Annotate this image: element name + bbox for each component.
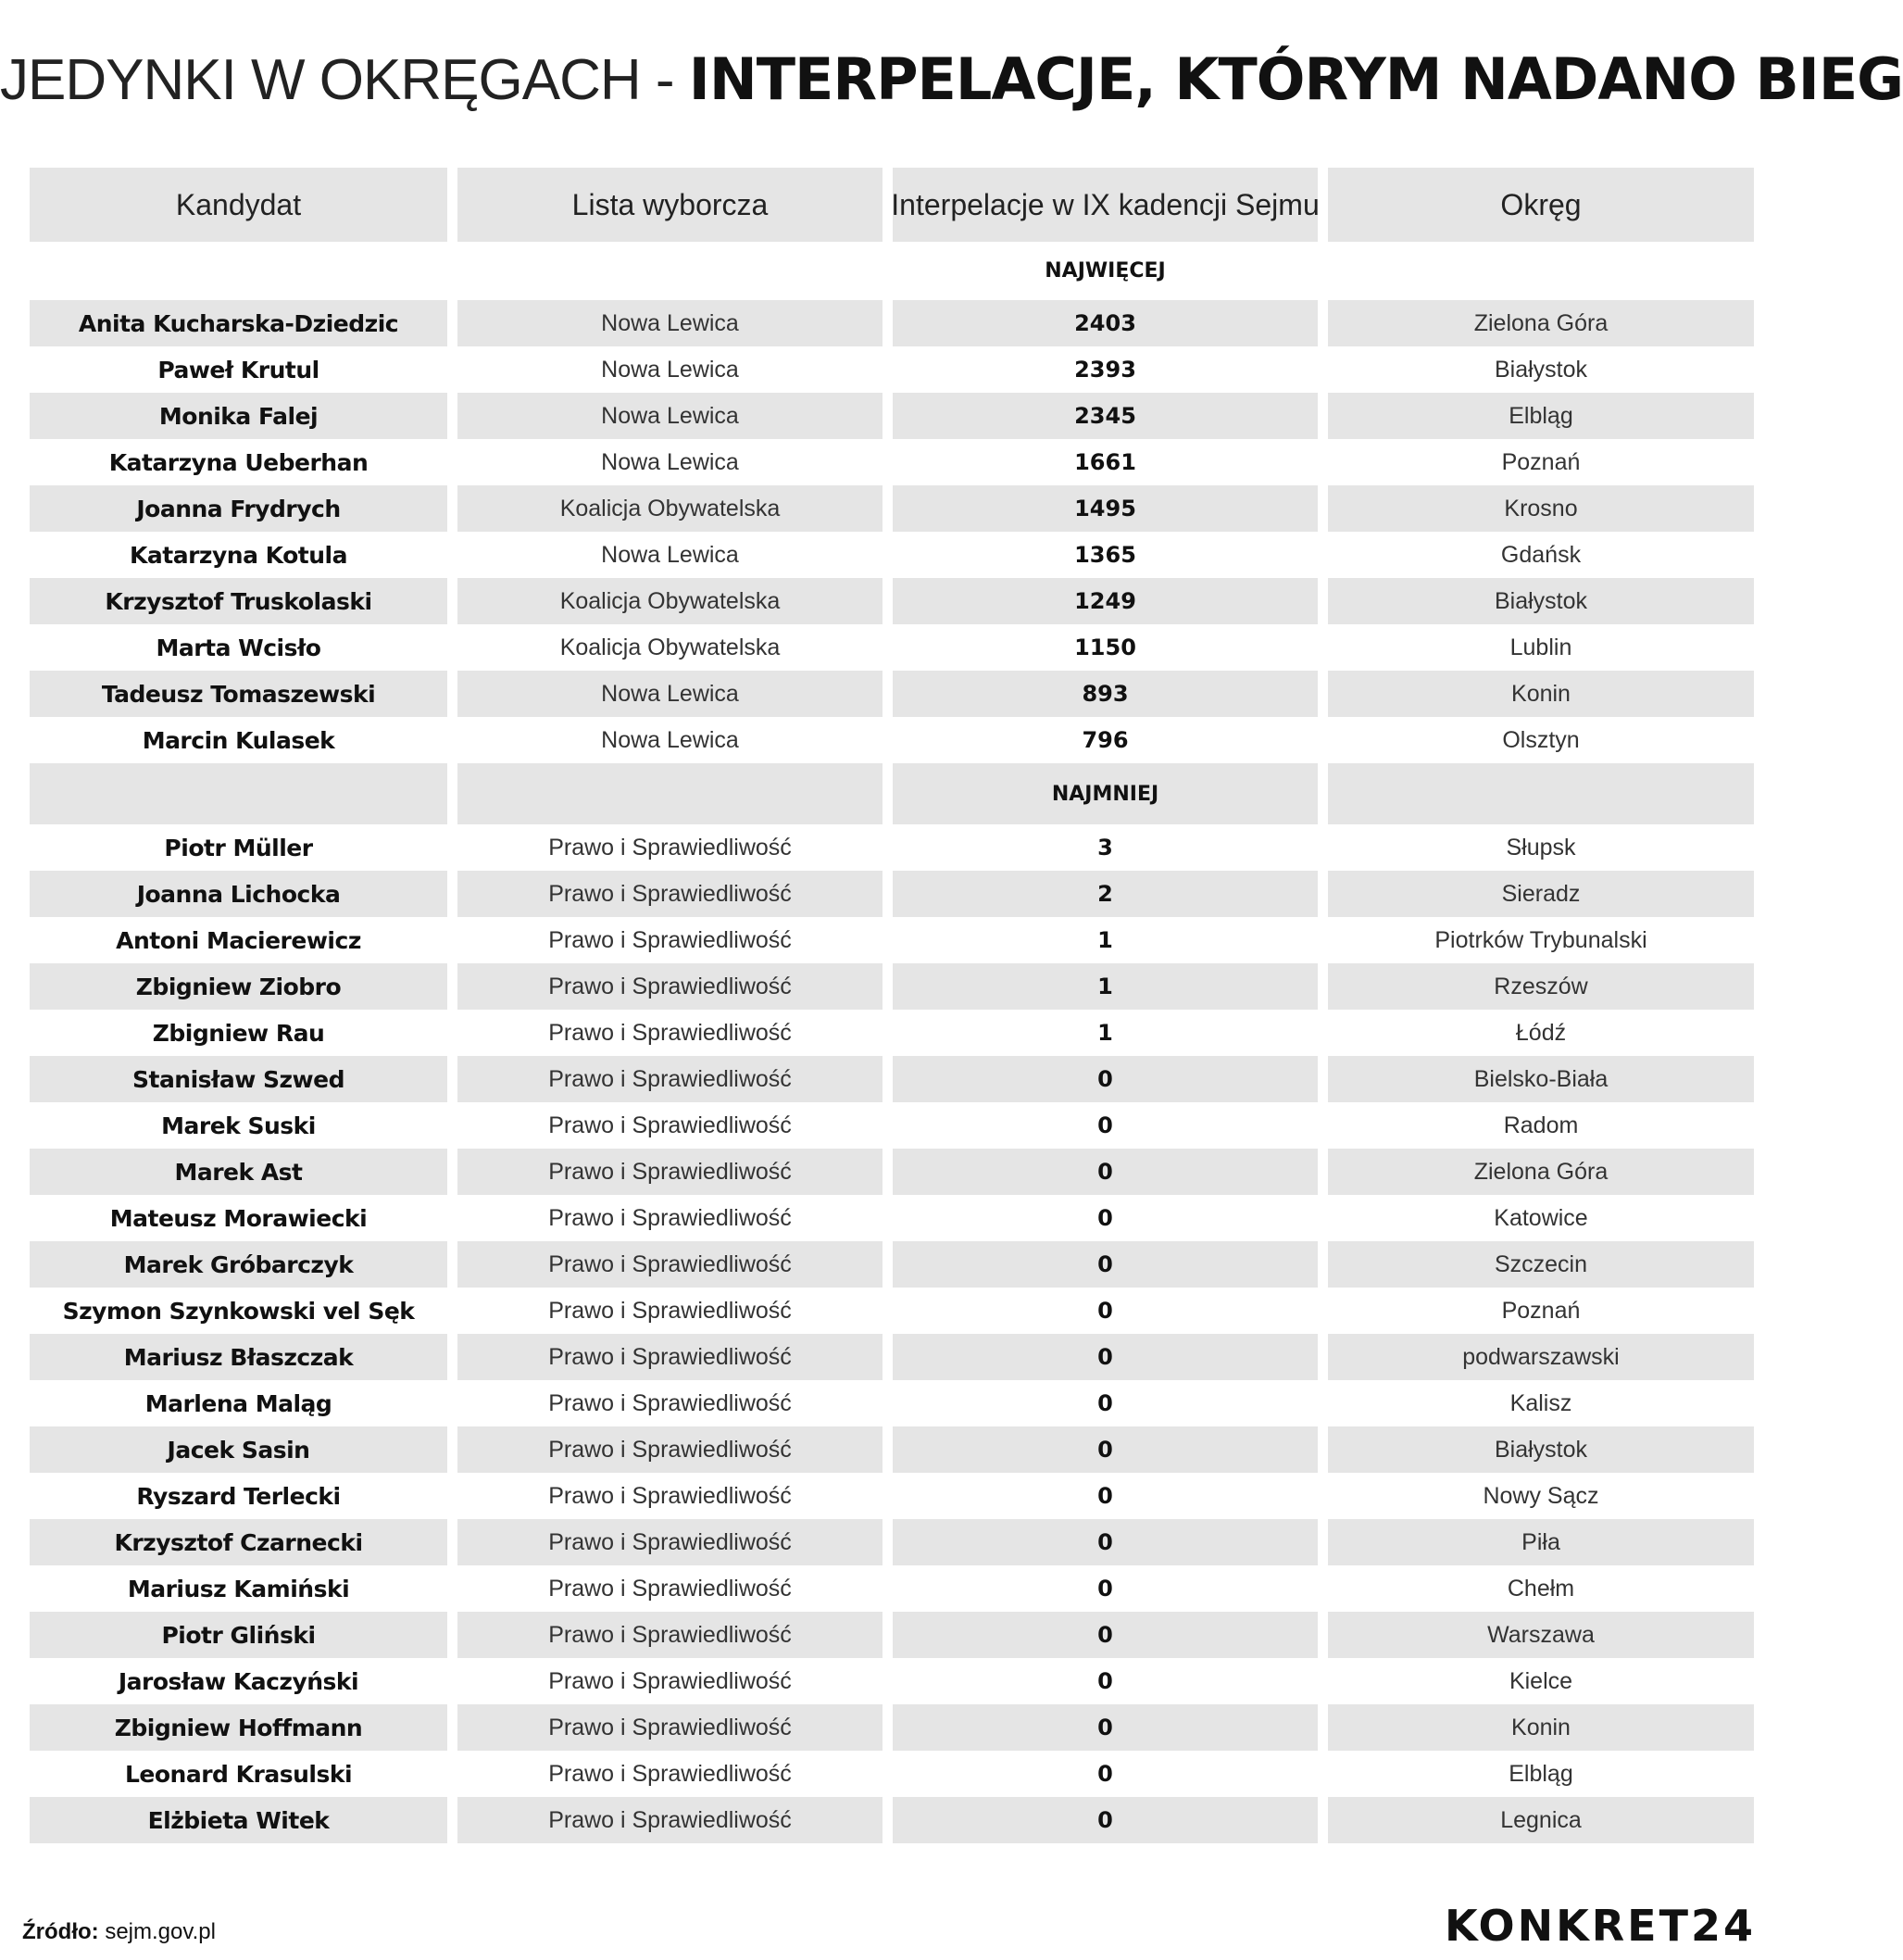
candidate-name: Katarzyna Kotula xyxy=(130,541,347,569)
section-row-najwiecej xyxy=(30,242,1754,300)
district: podwarszawski xyxy=(1328,1334,1754,1380)
table-header-row xyxy=(30,168,1754,242)
table-row xyxy=(30,671,1754,717)
district: Elbląg xyxy=(1328,393,1754,439)
table-row xyxy=(30,1751,1754,1797)
interpellation-count: 0 xyxy=(1097,1390,1113,1416)
interpellation-count: 796 xyxy=(1082,727,1129,753)
interpellation-count: 1150 xyxy=(1074,634,1136,660)
table-row xyxy=(30,624,1754,671)
candidate-name: Joanna Frydrych xyxy=(30,485,447,532)
candidate-name: Szymon Szynkowski vel Sęk xyxy=(62,1297,415,1325)
district: Piła xyxy=(1328,1519,1754,1565)
candidate-name: Monika Falej xyxy=(30,393,447,439)
electoral-list: Nowa Lewica xyxy=(601,726,739,753)
table-row xyxy=(30,1241,1754,1288)
electoral-list: Nowa Lewica xyxy=(601,541,739,568)
section-label-najwiecej: NAJWIĘCEJ xyxy=(1045,259,1166,283)
candidate-name: Ryszard Terlecki xyxy=(136,1482,341,1510)
candidate-name: Marcin Kulasek xyxy=(142,726,335,754)
interpellation-count: 0 xyxy=(893,1241,1318,1288)
interpellation-count: 0 xyxy=(893,1426,1318,1473)
interpellation-count: 0 xyxy=(893,1056,1318,1102)
interpellation-count: 3 xyxy=(1097,835,1113,861)
title-bold: INTERPELACJE, KTÓRYM NADANO BIEG xyxy=(688,45,1903,113)
electoral-list: Nowa Lewica xyxy=(601,356,739,383)
candidate-name: Stanisław Szwed xyxy=(30,1056,447,1102)
district: Kielce xyxy=(1509,1667,1573,1694)
interpellation-count: 2403 xyxy=(893,300,1318,346)
electoral-list: Prawo i Sprawiedliwość xyxy=(457,1056,883,1102)
table-row xyxy=(30,1797,1754,1843)
data-table xyxy=(30,168,1754,1843)
table-row xyxy=(30,917,1754,963)
candidate-name: Anita Kucharska-Dziedzic xyxy=(30,300,447,346)
column-header-kandydat: Kandydat xyxy=(30,168,447,242)
source-note xyxy=(22,1919,216,1945)
electoral-list: Prawo i Sprawiedliwość xyxy=(548,1760,792,1787)
table-row xyxy=(30,1102,1754,1149)
district: Poznań xyxy=(1501,1297,1581,1324)
district: Krosno xyxy=(1328,485,1754,532)
interpellation-count: 893 xyxy=(893,671,1318,717)
table-row xyxy=(30,1565,1754,1612)
district: Piotrków Trybunalski xyxy=(1434,926,1647,953)
table-row xyxy=(30,1473,1754,1519)
district: Zielona Góra xyxy=(1328,1149,1754,1195)
candidate-name: Paweł Krutul xyxy=(157,356,319,383)
section-row-najmniej xyxy=(30,763,1754,824)
candidate-name: Piotr Gliński xyxy=(30,1612,447,1658)
electoral-list: Prawo i Sprawiedliwość xyxy=(457,963,883,1010)
candidate-name: Marek Gróbarczyk xyxy=(30,1241,447,1288)
table-row xyxy=(30,1149,1754,1195)
candidate-name: Zbigniew Hoffmann xyxy=(30,1704,447,1751)
candidate-name: Mateusz Morawiecki xyxy=(109,1204,368,1232)
electoral-list: Prawo i Sprawiedliwość xyxy=(548,834,792,861)
interpellation-count: 0 xyxy=(893,1704,1318,1751)
interpellation-count: 1661 xyxy=(1074,449,1136,475)
district: Sieradz xyxy=(1328,871,1754,917)
electoral-list: Nowa Lewica xyxy=(457,300,883,346)
electoral-list: Nowa Lewica xyxy=(457,393,883,439)
interpellation-count: 0 xyxy=(1097,1112,1113,1138)
candidate-name: Marek Ast xyxy=(30,1149,447,1195)
electoral-list: Prawo i Sprawiedliwość xyxy=(457,1241,883,1288)
electoral-list: Prawo i Sprawiedliwość xyxy=(457,1334,883,1380)
electoral-list: Prawo i Sprawiedliwość xyxy=(548,1667,792,1694)
source-label: Źródło: xyxy=(22,1919,99,1944)
electoral-list: Prawo i Sprawiedliwość xyxy=(457,1797,883,1843)
source-value: sejm.gov.pl xyxy=(105,1919,216,1944)
table-row xyxy=(30,393,1754,439)
table-row xyxy=(30,485,1754,532)
interpellation-count: 1 xyxy=(893,963,1318,1010)
table-row xyxy=(30,1380,1754,1426)
electoral-list: Prawo i Sprawiedliwość xyxy=(548,926,792,953)
interpellation-count: 0 xyxy=(1097,1576,1113,1602)
interpellation-count: 2 xyxy=(893,871,1318,917)
electoral-list: Prawo i Sprawiedliwość xyxy=(457,1149,883,1195)
interpellation-count: 0 xyxy=(893,1612,1318,1658)
table-row xyxy=(30,346,1754,393)
electoral-list: Prawo i Sprawiedliwość xyxy=(548,1482,792,1509)
candidate-name: Jacek Sasin xyxy=(30,1426,447,1473)
candidate-name: Leonard Krasulski xyxy=(124,1760,353,1788)
district: Kalisz xyxy=(1509,1389,1572,1416)
district: Zielona Góra xyxy=(1328,300,1754,346)
interpellation-count: 1365 xyxy=(1074,542,1136,568)
najmniej-rows xyxy=(30,824,1754,1843)
interpellation-count: 2345 xyxy=(893,393,1318,439)
candidate-name: Katarzyna Ueberhan xyxy=(108,448,369,476)
table-row xyxy=(30,1612,1754,1658)
district: Białystok xyxy=(1328,578,1754,624)
table-row xyxy=(30,300,1754,346)
title-light: JEDYNKI W OKRĘGACH - xyxy=(0,48,689,112)
electoral-list: Prawo i Sprawiedliwość xyxy=(457,871,883,917)
interpellation-count: 0 xyxy=(893,1149,1318,1195)
page-title xyxy=(0,45,1903,114)
district: Bielsko-Biała xyxy=(1328,1056,1754,1102)
table-row xyxy=(30,824,1754,871)
district: Białystok xyxy=(1494,356,1588,383)
electoral-list: Prawo i Sprawiedliwość xyxy=(457,1612,883,1658)
table-row xyxy=(30,1010,1754,1056)
district: Rzeszów xyxy=(1328,963,1754,1010)
table-row xyxy=(30,871,1754,917)
candidate-name: Zbigniew Ziobro xyxy=(30,963,447,1010)
table-row xyxy=(30,578,1754,624)
table-row xyxy=(30,439,1754,485)
district: Legnica xyxy=(1328,1797,1754,1843)
district: Gdańsk xyxy=(1500,541,1582,568)
table-row xyxy=(30,1658,1754,1704)
column-header-lista: Lista wyborcza xyxy=(457,168,883,242)
candidate-name: Elżbieta Witek xyxy=(30,1797,447,1843)
column-header-okreg: Okręg xyxy=(1328,168,1754,242)
district: Lublin xyxy=(1509,634,1572,660)
table-row xyxy=(30,1334,1754,1380)
interpellation-count: 0 xyxy=(893,1797,1318,1843)
table-row xyxy=(30,717,1754,763)
district: Chełm xyxy=(1507,1575,1575,1602)
candidate-name: Marta Wcisło xyxy=(156,634,321,661)
electoral-list: Prawo i Sprawiedliwość xyxy=(457,1704,883,1751)
district: Poznań xyxy=(1501,448,1581,475)
district: Konin xyxy=(1328,671,1754,717)
district: Konin xyxy=(1328,1704,1754,1751)
interpellation-count: 0 xyxy=(893,1334,1318,1380)
table-row xyxy=(30,1519,1754,1565)
table-row xyxy=(30,963,1754,1010)
interpellation-count: 1 xyxy=(1097,1020,1113,1046)
electoral-list: Prawo i Sprawiedliwość xyxy=(457,1426,883,1473)
interpellation-count: 1 xyxy=(1097,927,1113,953)
electoral-list: Prawo i Sprawiedliwość xyxy=(548,1575,792,1602)
electoral-list: Nowa Lewica xyxy=(601,448,739,475)
candidate-name: Joanna Lichocka xyxy=(30,871,447,917)
electoral-list: Prawo i Sprawiedliwość xyxy=(548,1297,792,1324)
district: Nowy Sącz xyxy=(1483,1482,1599,1509)
candidate-name: Marek Suski xyxy=(161,1112,316,1139)
electoral-list: Prawo i Sprawiedliwość xyxy=(548,1112,792,1138)
candidate-name: Jarosław Kaczyński xyxy=(118,1667,359,1695)
district: Radom xyxy=(1503,1112,1579,1138)
electoral-list: Koalicja Obywatelska xyxy=(457,485,883,532)
table-row xyxy=(30,1426,1754,1473)
table-row xyxy=(30,1288,1754,1334)
interpellation-count: 0 xyxy=(893,1519,1318,1565)
electoral-list: Prawo i Sprawiedliwość xyxy=(548,1389,792,1416)
district: Łódź xyxy=(1515,1019,1567,1046)
candidate-name: Mariusz Kamiński xyxy=(127,1575,350,1602)
electoral-list: Koalicja Obywatelska xyxy=(559,634,781,660)
section-label-najmniej: NAJMNIEJ xyxy=(893,763,1318,824)
electoral-list: Prawo i Sprawiedliwość xyxy=(457,1519,883,1565)
candidate-name: Antoni Macierewicz xyxy=(116,926,361,954)
district: Białystok xyxy=(1328,1426,1754,1473)
candidate-name: Zbigniew Rau xyxy=(152,1019,325,1047)
district: Słupsk xyxy=(1506,834,1576,861)
district: Olsztyn xyxy=(1502,726,1580,753)
interpellation-count: 2393 xyxy=(1074,357,1136,383)
interpellation-count: 1495 xyxy=(893,485,1318,532)
district: Warszawa xyxy=(1328,1612,1754,1658)
district: Elbląg xyxy=(1509,1760,1573,1787)
candidate-name: Tadeusz Tomaszewski xyxy=(30,671,447,717)
candidate-name: Mariusz Błaszczak xyxy=(30,1334,447,1380)
candidate-name: Krzysztof Czarnecki xyxy=(30,1519,447,1565)
najwiecej-rows xyxy=(30,300,1754,763)
electoral-list: Prawo i Sprawiedliwość xyxy=(548,1204,792,1231)
district: Katowice xyxy=(1494,1204,1588,1231)
interpellation-count: 0 xyxy=(1097,1483,1113,1509)
candidate-name: Piotr Müller xyxy=(164,834,313,861)
table-row xyxy=(30,1704,1754,1751)
electoral-list: Prawo i Sprawiedliwość xyxy=(548,1019,792,1046)
interpellation-count: 0 xyxy=(1097,1205,1113,1231)
interpellation-count: 0 xyxy=(1097,1761,1113,1787)
electoral-list: Koalicja Obywatelska xyxy=(457,578,883,624)
electoral-list: Nowa Lewica xyxy=(457,671,883,717)
column-header-interpelacje: Interpelacje w IX kadencji Sejmu xyxy=(893,168,1318,242)
district: Szczecin xyxy=(1328,1241,1754,1288)
interpellation-count: 0 xyxy=(1097,1668,1113,1694)
table-row xyxy=(30,1056,1754,1102)
candidate-name: Marlena Maląg xyxy=(144,1389,332,1417)
interpellation-count: 0 xyxy=(1097,1298,1113,1324)
candidate-name: Krzysztof Truskolaski xyxy=(30,578,447,624)
interpellation-count: 1249 xyxy=(893,578,1318,624)
table-row xyxy=(30,532,1754,578)
brand-logo: KONKRET24 xyxy=(1444,1901,1756,1951)
table-row xyxy=(30,1195,1754,1241)
